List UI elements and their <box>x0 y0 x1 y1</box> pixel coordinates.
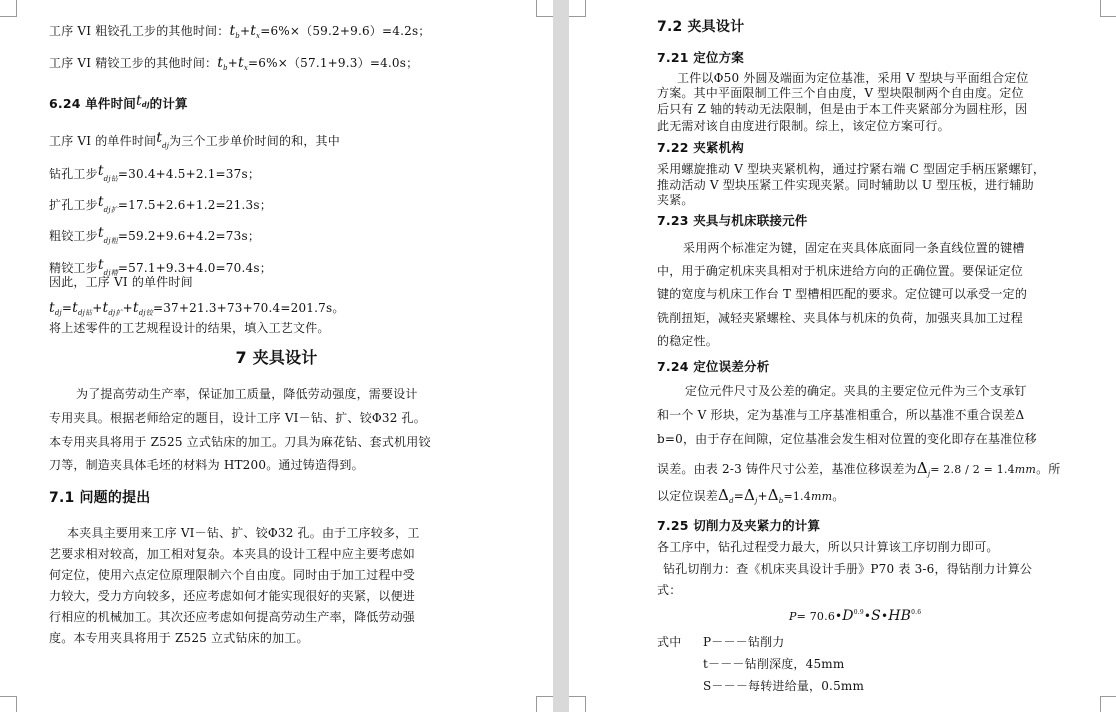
corner-mark <box>536 0 553 17</box>
corner-mark <box>536 696 553 712</box>
corner-mark <box>1100 696 1116 712</box>
paragraph-line: 定位元件尺寸及公差的确定。夹具的主要定位元件为三个支承钉 <box>685 384 1027 398</box>
therefore-line: 因此，工序 VI 的单件时间 <box>49 275 193 289</box>
paragraph-line: 和一个 V 形块，定为基准与工序基准相重合，所以基准不重合误差Δ <box>657 408 1025 422</box>
corner-mark <box>1100 0 1116 17</box>
expanding-step-time: 扩孔工步$t_{dj扩}=17.5+2.6+1.2=21.3s$； <box>49 194 272 214</box>
paragraph-line: 度。本专用夹具将用于 Z525 立式钻床的加工。 <box>49 631 309 645</box>
paragraph-line: 钻孔切削力：查《机床夹具设计手册》P70 表 3-6，得钻削力计算公 <box>663 562 1033 576</box>
paragraph-line: 铣削扭矩，减轻夹紧螺栓、夹具体与机床的负荷，加强夹具加工过程 <box>657 311 1024 325</box>
paragraph-line: 何定位，使用六点定位原理限制六个自由度。同时由于加工过程中受 <box>49 568 416 582</box>
corner-mark <box>569 696 586 712</box>
positioning-error-line: 以定位误差$\Delta_d=\Delta_j+\Delta_b=1.4mm$。 <box>657 486 845 505</box>
right-page <box>569 0 1116 712</box>
paragraph-line: 此无需对该自由度进行限制。综上，该定位方案可行。 <box>657 119 950 133</box>
paragraph-line: 为了提高劳动生产率，保证加工质量，降低劳动强度，需要设计 <box>76 387 418 401</box>
heading-6-24: 6.24 单件时间tdj的计算 <box>49 93 188 111</box>
fine-reaming-step-time: 精铰工步$t_{dj精}=57.1+9.3+4.0=70.4s$； <box>49 257 272 277</box>
corner-mark <box>0 696 17 712</box>
other-time-coarse-reaming: 工序 VI 粗铰孔工步的其他时间：$t_b+t_x=6\%\times(59.2+9.6)=4.2s$； <box>49 23 431 40</box>
section-7-1-title: 7.1 问题的提出 <box>49 490 151 506</box>
paragraph-line: 行相应的机械加工。其次还应考虑如何提高劳动生产率，降低劳动强 <box>49 610 416 624</box>
drilling-step-time: 钻孔工步$t_{dj钻}=30.4+4.5+2.1=37s$； <box>49 163 261 183</box>
variable-definition: S－－－每转进给量，0.5mm <box>703 679 865 693</box>
paragraph-line: 采用两个标准定为键，固定在夹具体底面同一条直线位置的键槽 <box>683 241 1025 255</box>
paragraph-line: 艺要求相对较高，加工相对复杂。本夹具的设计工程中应主要考虑如 <box>49 547 416 561</box>
subsection-7-22-title: 7.22 夹紧机构 <box>657 140 744 155</box>
paragraph-line: 夹紧。 <box>657 193 694 207</box>
paragraph-line: 键的宽度与机床工作台 T 型槽相匹配的要求。定位键可以承受一定的 <box>657 287 1028 301</box>
paragraph-line: 方案。其中平面限制工件三个自由度，V 型块限制两个自由度。定位 <box>657 86 1024 100</box>
subsection-7-23-title: 7.23 夹具与机床联接元件 <box>657 213 808 228</box>
paragraph-line: 后只有 Z 轴的转动无法限制，但是由于本工件夹紧部分为圆柱形，因 <box>657 102 1028 116</box>
left-page <box>0 0 553 712</box>
corner-mark <box>569 0 586 17</box>
paragraph-line: 采用螺旋推动 V 型块夹紧机构，通过拧紧右端 C 型固定手柄压紧螺钉， <box>657 162 1046 176</box>
variable-definition: P－－－钻削力 <box>703 635 785 649</box>
subsection-7-25-title: 7.25 切削力及夹紧力的计算 <box>657 518 821 533</box>
paragraph-line: 工件以Φ50 外圆及端面为定位基准，采用 V 型块与平面组合定位 <box>677 71 1029 85</box>
paragraph-line: 式： <box>657 583 682 597</box>
subsection-7-21-title: 7.21 定位方案 <box>657 50 744 65</box>
datum-displacement-error-line: 误差。由表 2-3 铸件尺寸公差，基准位移误差为$\Delta_j= 2.8 / 2 = 1.4mm$。所 <box>657 459 1061 478</box>
paragraph-line: 本专用夹具将用于 Z525 立式钻床的加工。刀具为麻花钻、套式机用铰 <box>49 435 431 449</box>
chapter-title: 7 夹具设计 <box>235 348 318 367</box>
paragraph-line: 的稳定性。 <box>657 334 719 348</box>
other-time-fine-reaming: 工序 VI 精铰工步的其他时间：$t_b+t_x=6\%\times(57.1+9.3)=4.0s$； <box>49 55 419 72</box>
paragraph-line: 推动活动 V 型块压紧工件实现夹紧。同时辅助以 U 型压板，进行辅助 <box>657 178 1034 192</box>
where-label: 式中 <box>657 635 682 649</box>
corner-mark <box>0 0 17 17</box>
unit-time-intro: 工序 VI 的单件时间$t_{dj}$为三个工步单价时间的和，其中 <box>49 130 340 150</box>
paragraph-line: 各工序中，钻孔过程受力最大，所以只计算该工序切削力即可。 <box>657 540 999 554</box>
unit-time-total: $t_{dj}=t_{dj钻}+t_{dj扩}+t_{dj铰}=37+21.3+73+70.4=201.7s$。 <box>49 300 345 317</box>
paragraph-line: 力较大，受力方向较多，还应考虑如何才能实现很好的夹紧，以便进 <box>49 589 416 603</box>
paragraph-line: 中，用于确定机床夹具相对于机床进给方向的正确位置。要保证定位 <box>657 264 1024 278</box>
paragraph-line: 刀等，制造夹具体毛坯的材料为 HT200。通过铸造得到。 <box>49 458 364 472</box>
drilling-force-formula: $P= 70.6•D^{0.9}•S•HB^{0.6}$ <box>789 608 922 624</box>
paragraph-line: b=0，由于存在间隙，定位基准会发生相对位置的变化即存在基准位移 <box>657 432 1037 446</box>
paragraph-line: 本夹具主要用来工序 VI－钻、扩、铰Φ32 孔。由于工序较多，工 <box>67 526 420 540</box>
coarse-reaming-step-time: 粗铰工步$t_{dj粗}=59.2+9.6+4.2=73s$； <box>49 225 261 245</box>
fill-process-document: 将上述零件的工艺规程设计的结果，填入工艺文件。 <box>49 321 330 335</box>
section-7-2-title: 7.2 夹具设计 <box>657 19 745 35</box>
variable-definition: t－－－钻削深度，45mm <box>703 657 845 671</box>
page-gutter <box>553 0 569 712</box>
subsection-7-24-title: 7.24 定位误差分析 <box>657 359 770 374</box>
paragraph-line: 专用夹具。根据老师给定的题目，设计工序 VI－钻、扩、铰Φ32 孔。 <box>49 411 426 425</box>
